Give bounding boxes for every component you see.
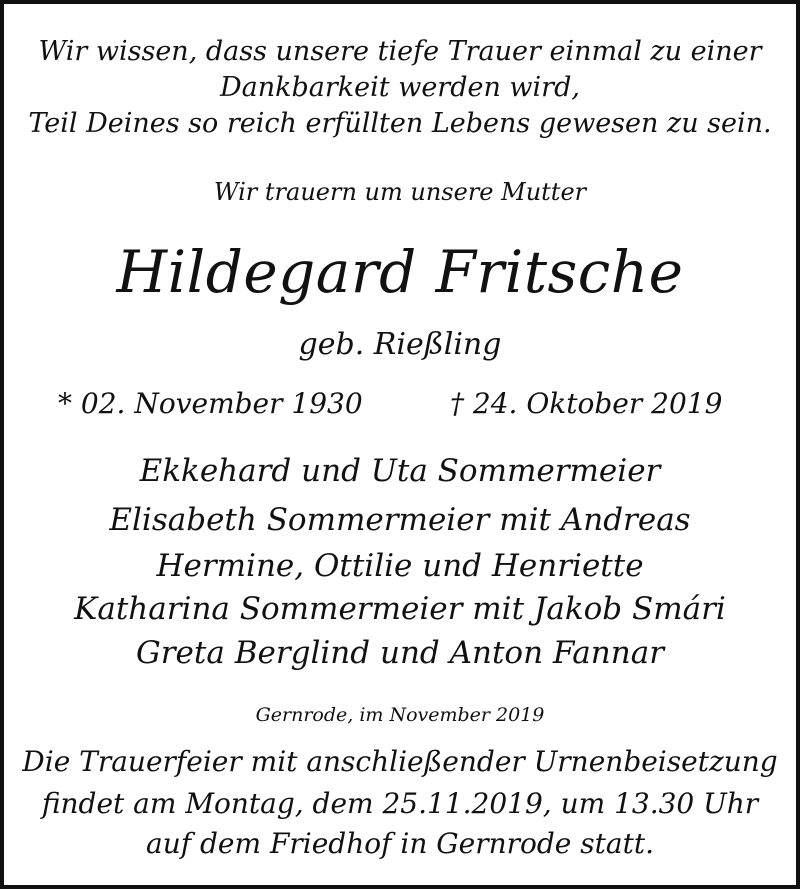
notice-line-3: auf dem Friedhof in Gernrode statt. [146,827,654,860]
deceased-name: Hildegard Fritsche [116,238,684,306]
death-date: † 24. Oktober 2019 [450,387,723,420]
place-date: Gernrode, im November 2019 [255,704,545,726]
family-line-1: Ekkehard und Uta Sommermeier [139,453,661,489]
family-line-2: Elisabeth Sommermeier mit Andreas [109,502,691,538]
family-line-4: Katharina Sommermeier mit Jakob Smári [74,591,726,627]
maiden-name: geb. Rießling [298,327,502,362]
family-line-5: Greta Berglind und Anton Fannar [135,635,665,671]
intro-text: Wir trauern um unsere Mutter [213,178,587,206]
quote-line-1: Wir wissen, dass unsere tiefe Trauer einmal zu einer [38,36,762,67]
quote-line-2: Dankbarkeit werden wird, [220,72,580,103]
quote-line-3: Teil Deines so reich erfüllten Lebens gewesen zu sein. [28,108,772,139]
notice-line-2: findet am Montag, dem 25.11.2019, um 13.30 Uhr [41,787,759,820]
notice-line-1: Die Trauerfeier mit anschließender Urnenbeisetzung [22,745,778,778]
birth-date: * 02. November 1930 [58,387,363,420]
family-line-3: Hermine, Ottilie und Henriette [156,548,644,584]
